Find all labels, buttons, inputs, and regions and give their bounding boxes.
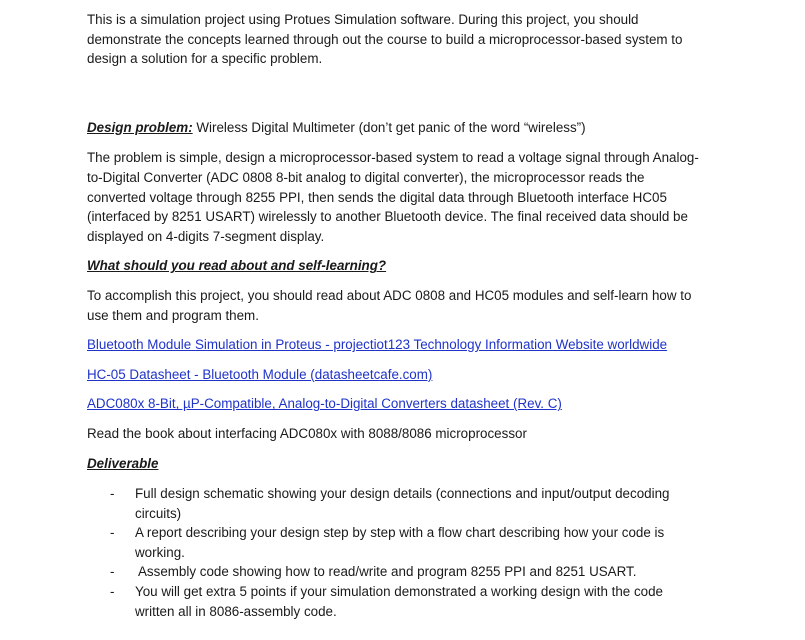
design-problem-line <box>87 118 705 138</box>
deliverable-text: You will get extra 5 points if your simulation demonstrated a working design with the code written all in 8086-assembly code. <box>135 584 663 619</box>
deliverables-list <box>87 484 705 621</box>
deliverable-text: Assembly code showing how to read/write and program 8255 PPI and 8251 USART. <box>138 564 637 580</box>
intro-paragraph: This is a simulation project using Protues Simulation software. During this project, you should demonstrate the concepts learned through out the course to build a microprocessor-based system to design a solution for a specific problem. <box>87 12 683 67</box>
list-item <box>87 562 705 582</box>
design-problem-label: Design problem: <box>87 119 193 135</box>
link-hc05-datasheet[interactable]: HC-05 Datasheet - Bluetooth Module (datasheetcafe.com) <box>87 366 433 382</box>
list-item <box>87 484 705 523</box>
bullet-dash: - <box>110 486 115 502</box>
self-learning-heading: What should you read about and self-learning? <box>87 258 387 274</box>
bullet-dash: - <box>110 584 115 600</box>
accomplish-paragraph: To accomplish this project, you should read about ADC 0808 and HC05 modules and self-learn how to use them and program them. <box>87 287 692 323</box>
deliverable-heading-line <box>87 454 705 474</box>
book-paragraph: Read the book about interfacing ADC080x with 8088/8086 microprocessor <box>87 425 527 441</box>
list-item <box>87 582 705 621</box>
list-item <box>87 523 705 562</box>
self-learning-heading-line <box>87 256 705 276</box>
link-adc080x-datasheet[interactable]: ADC080x 8-Bit, µP-Compatible, Analog-to-Digital Converters datasheet (Rev. C) <box>87 396 562 412</box>
bullet-dash: - <box>110 564 115 580</box>
deliverable-text: Full design schematic showing your design details (connections and input/output decoding circuits) <box>135 486 670 521</box>
document-page <box>87 10 705 621</box>
design-problem-text: Wireless Digital Multimeter (don’t get panic of the word “wireless”) <box>192 119 586 135</box>
problem-description: The problem is simple, design a microprocessor-based system to read a voltage signal through Analog-to-Digital Converter (ADC 0808 8-bit analog to digital converter), the microprocessor reads the converted voltage through 8255 PPI, then sends the digital data through Bluetooth interface HC05 (interfaced by 8251 USART) wirelessly to another Bluetooth device. The final received data should be displayed on 4-digits 7-segment display. <box>87 150 699 244</box>
deliverable-heading: Deliverable <box>87 455 159 471</box>
link-bluetooth-simulation[interactable]: Bluetooth Module Simulation in Proteus - projectiot123 Technology Information Website worldwide <box>87 337 668 353</box>
bullet-dash: - <box>110 525 115 541</box>
deliverable-text: A report describing your design step by step with a flow chart describing how your code is working. <box>135 525 665 560</box>
